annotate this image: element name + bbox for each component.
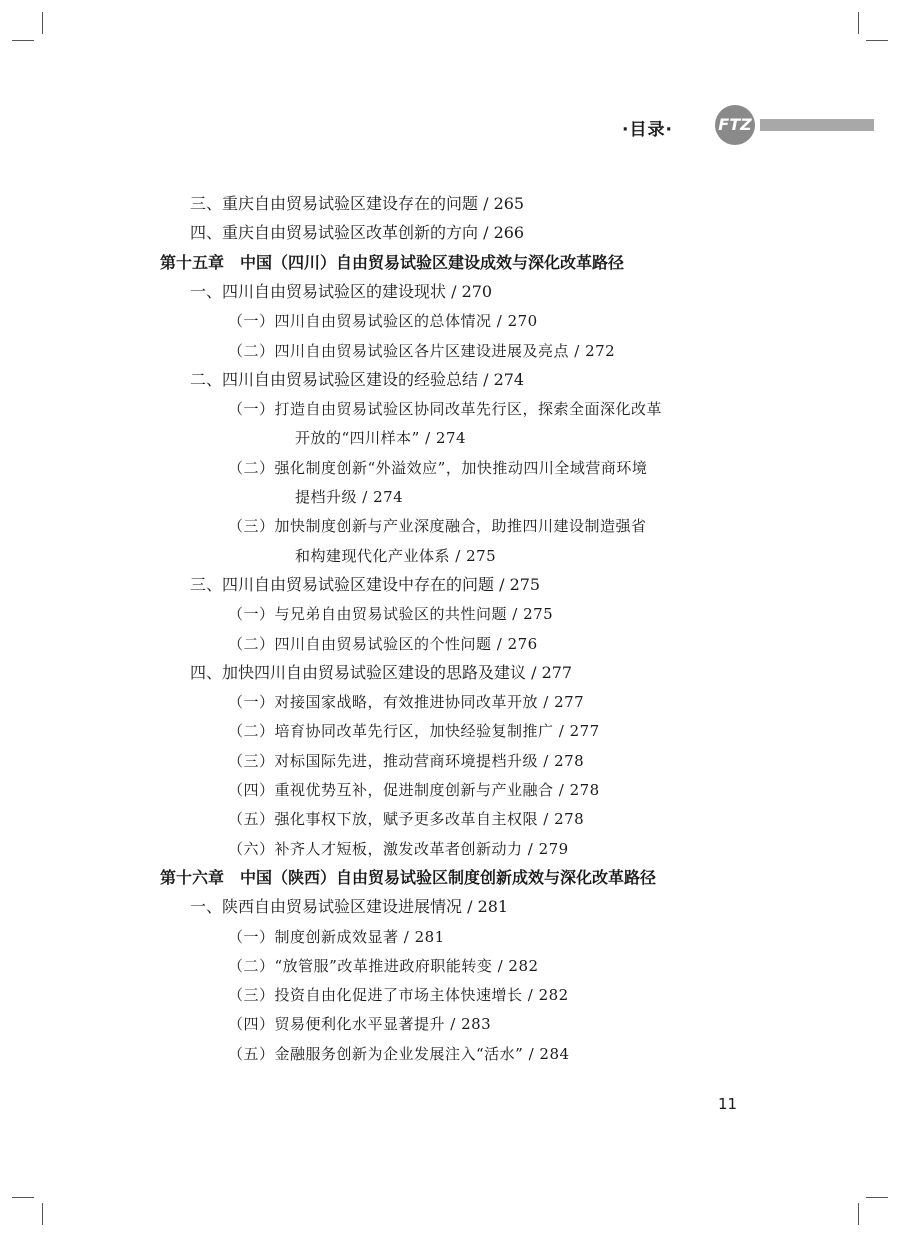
toc-entry: 三、四川自由贸易试验区建设中存在的问题 / 275	[190, 575, 541, 594]
page-number: 11	[718, 1095, 738, 1113]
ftz-logo-icon: FTZ	[715, 105, 755, 145]
toc-entry: 一、四川自由贸易试验区的建设现状 / 270	[190, 282, 493, 301]
running-header: ·目录·	[622, 120, 673, 140]
toc-entry: （一）与兄弟自由贸易试验区的共性问题 / 275	[228, 605, 554, 623]
toc-entry: （三）投资自由化促进了市场主体快速增长 / 282	[228, 986, 569, 1004]
toc-entry: （三）对标国际先进，推动营商环境提档升级 / 278	[228, 752, 585, 770]
toc-entry: 提档升级 / 274	[295, 488, 404, 506]
toc-entry: 二、四川自由贸易试验区建设的经验总结 / 274	[190, 370, 525, 389]
toc-entry: （二）四川自由贸易试验区各片区建设进展及亮点 / 272	[228, 342, 616, 360]
toc-entry: （二）“放管服”改革推进政府职能转变 / 282	[228, 957, 539, 975]
header-bar	[760, 119, 874, 131]
toc-entry: （三）加快制度创新与产业深度融合，助推四川建设制造强省	[228, 517, 647, 535]
toc-chapter: 第十六章 中国（陕西）自由贸易试验区制度创新成效与深化改革路径	[160, 868, 657, 887]
toc-entry: 四、加快四川自由贸易试验区建设的思路及建议 / 277	[190, 663, 573, 682]
toc-entry: （二）培育协同改革先行区，加快经验复制推广 / 277	[228, 722, 600, 740]
toc-entry: （四）贸易便利化水平显著提升 / 283	[228, 1015, 492, 1033]
toc-entry: （五）强化事权下放，赋予更多改革自主权限 / 278	[228, 810, 585, 828]
toc-entry: （一）对接国家战略，有效推进协同改革开放 / 277	[228, 693, 585, 711]
toc-entry: （二）强化制度创新“外溢效应”，加快推动四川全域营商环境	[228, 459, 648, 477]
toc-entry: 和构建现代化产业体系 / 275	[295, 547, 497, 565]
toc-entry: 三、重庆自由贸易试验区建设存在的问题 / 265	[190, 194, 525, 213]
toc-entry: 开放的“四川样本” / 274	[295, 429, 467, 447]
toc-entry: （二）四川自由贸易试验区的个性问题 / 276	[228, 635, 538, 653]
toc-entry: （五）金融服务创新为企业发展注入“活水” / 284	[228, 1045, 570, 1063]
toc-entry: （一）打造自由贸易试验区协同改革先行区，探索全面深化改革	[228, 400, 663, 418]
toc-entry: 四、重庆自由贸易试验区改革创新的方向 / 266	[190, 223, 525, 242]
toc-entry: （四）重视优势互补，促进制度创新与产业融合 / 278	[228, 781, 600, 799]
toc-chapter: 第十五章 中国（四川）自由贸易试验区建设成效与深化改革路径	[160, 253, 625, 272]
toc-entry: 一、陕西自由贸易试验区建设进展情况 / 281	[190, 897, 509, 916]
toc-entry: （一）制度创新成效显著 / 281	[228, 928, 445, 946]
toc-entry: （六）补齐人才短板，激发改革者创新动力 / 279	[228, 840, 569, 858]
toc-entry: （一）四川自由贸易试验区的总体情况 / 270	[228, 312, 538, 330]
